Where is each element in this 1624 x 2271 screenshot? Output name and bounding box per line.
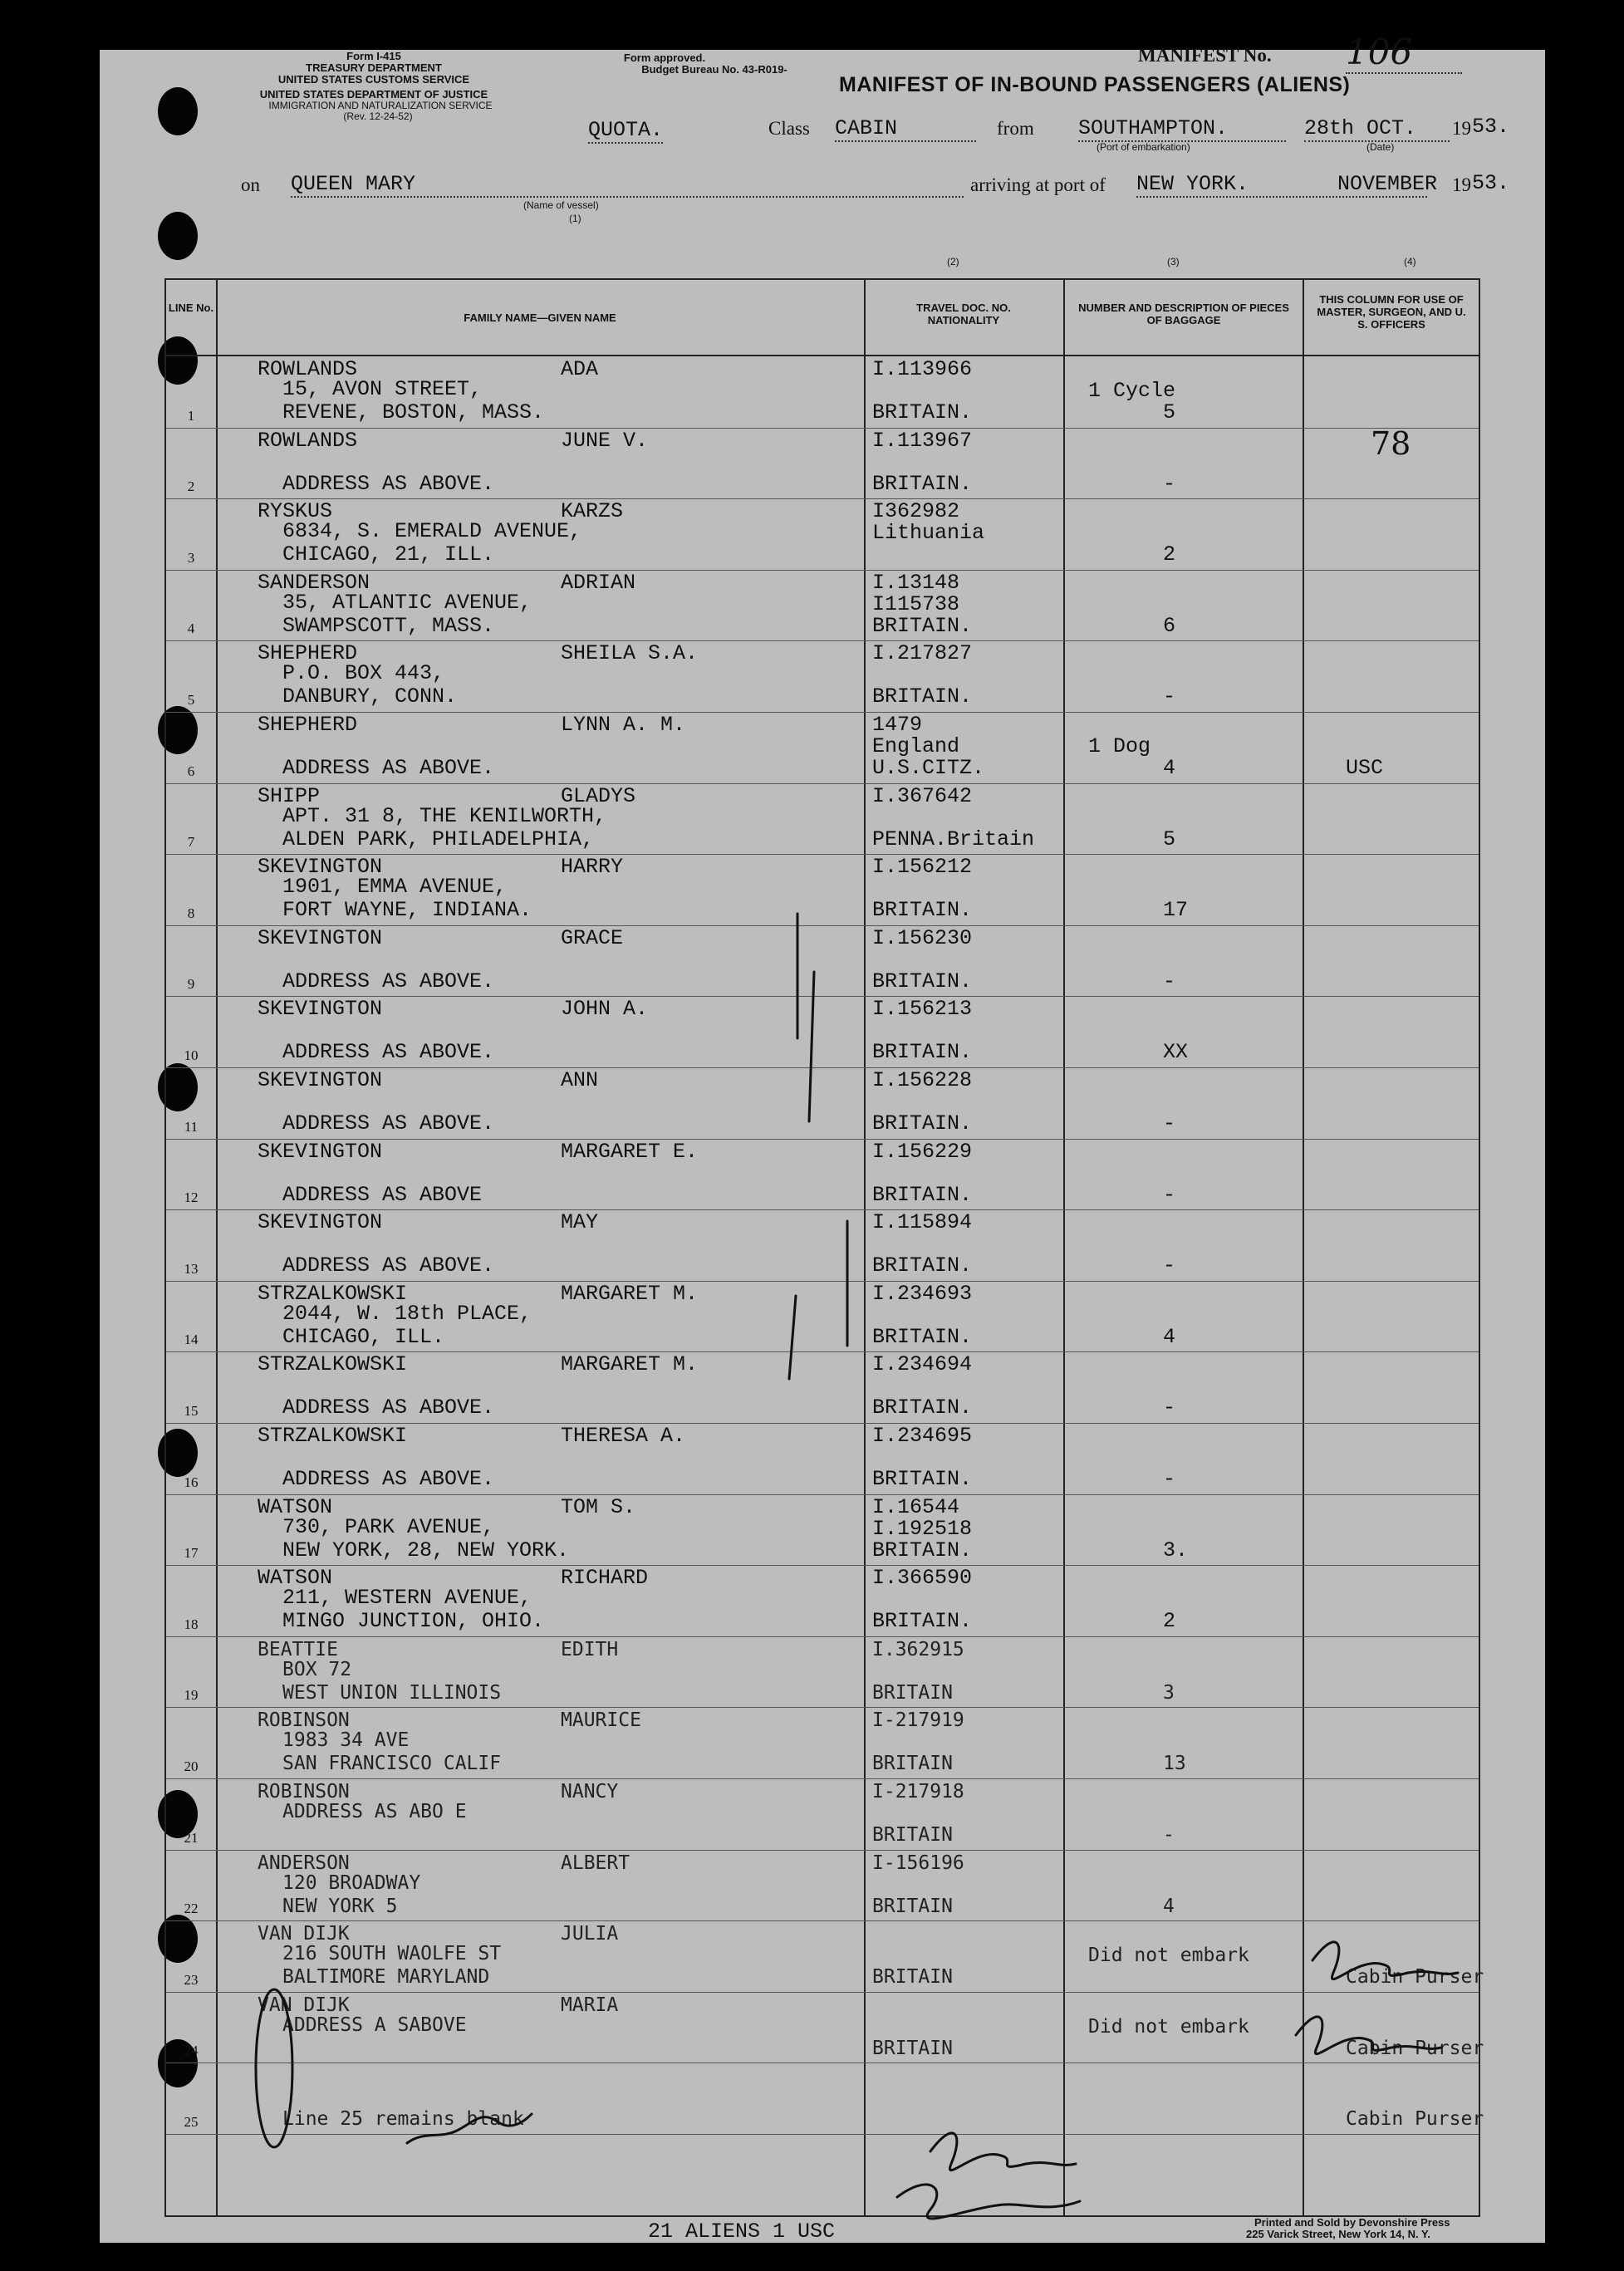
line-number: 5 xyxy=(187,691,195,708)
nationality: BRITAIN. xyxy=(872,1324,973,1349)
given-name: ALBERT xyxy=(561,1852,630,1874)
given-name: TOM S. xyxy=(561,1494,636,1519)
officer-note: Cabin Purser xyxy=(1346,1966,1484,1989)
baggage-count: 3. xyxy=(1163,1538,1189,1562)
table-row xyxy=(166,1067,1479,1140)
nationality: BRITAIN. xyxy=(872,400,973,424)
nationality: BRITAIN. xyxy=(872,1538,973,1562)
travel-doc-no: I.156230 xyxy=(872,925,973,950)
table-row xyxy=(166,498,1479,571)
nationality: BRITAIN xyxy=(872,1753,953,1775)
line-number: 1 xyxy=(187,407,195,424)
manifest-no-value: 106 xyxy=(1346,32,1462,74)
table-row xyxy=(166,1139,1479,1211)
treasury-dept: TREASURY DEPARTMENT xyxy=(306,61,442,74)
nationality: BRITAIN. xyxy=(872,613,973,638)
col-num-2: (2) xyxy=(947,256,959,267)
col-header-name: FAMILY NAME—GIVEN NAME xyxy=(464,311,616,324)
family-name: RYSKUS xyxy=(258,499,333,524)
quota: QUOTA. xyxy=(588,118,664,142)
address-line-2: ADDRESS AS ABOVE. xyxy=(282,1040,495,1065)
travel-doc-no: I.156228 xyxy=(872,1068,973,1092)
address-line-2: ADDRESS AS ABOVE. xyxy=(282,1395,495,1420)
nationality: BRITAIN. xyxy=(872,684,973,709)
nationality: BRITAIN xyxy=(872,2037,953,2059)
line-number: 22 xyxy=(184,1901,199,1917)
family-name: VAN DIJK xyxy=(258,1923,350,1945)
nationality: BRITAIN. xyxy=(872,969,973,993)
col-header-baggage: NUMBER AND DESCRIPTION OF PIECES OF BAGGAGE xyxy=(1078,302,1289,326)
address-line-2: ADDRESS AS ABOVE. xyxy=(282,471,495,496)
address-line-2: ADDRESS AS ABOVE xyxy=(282,1182,483,1207)
table-row xyxy=(166,356,1479,429)
baggage-count: 2 xyxy=(1163,1609,1176,1634)
travel-doc-no: I.156212 xyxy=(872,855,973,880)
nationality: BRITAIN. xyxy=(872,1467,973,1491)
binder-hole xyxy=(158,212,198,260)
given-name: MARGARET M. xyxy=(561,1281,699,1306)
arrival-month: NOVEMBER xyxy=(1337,172,1438,196)
nationality: BRITAIN xyxy=(872,1824,953,1846)
table-row xyxy=(166,1351,1479,1424)
date-caption: (Date) xyxy=(1366,141,1395,153)
line-number: 16 xyxy=(184,1474,199,1490)
line-number: 19 xyxy=(184,1687,199,1704)
arriving-label: arriving at port of xyxy=(970,174,1106,195)
line-number: 3 xyxy=(187,549,195,566)
table-row xyxy=(166,1778,1479,1851)
nationality: BRITAIN. xyxy=(872,1040,973,1065)
baggage-desc: Did not embark xyxy=(1088,1945,1249,1967)
year-prefix: 19 xyxy=(1452,118,1471,139)
given-name: ADRIAN xyxy=(561,570,636,595)
travel-doc-no: I.234695 xyxy=(872,1424,973,1448)
given-name: KARZS xyxy=(561,499,624,524)
nationality: U.S.CITZ. xyxy=(872,756,985,780)
address-line-2: NEW YORK, 28, NEW YORK. xyxy=(282,1538,570,1562)
address-line-1: 1901, EMMA AVENUE, xyxy=(282,875,508,900)
nationality: BRITAIN. xyxy=(872,1182,973,1207)
family-name: WATSON xyxy=(258,1566,333,1591)
table-row xyxy=(166,1920,1484,1993)
line-number: 4 xyxy=(187,620,195,637)
family-name: SANDERSON xyxy=(258,570,370,595)
col-num-1: (1) xyxy=(569,213,581,224)
line-number: 17 xyxy=(184,1545,199,1562)
class-value: CABIN xyxy=(835,116,976,142)
nationality: BRITAIN xyxy=(872,1681,953,1704)
vessel-caption: (Name of vessel) xyxy=(523,199,599,211)
address-line-2: ADDRESS AS ABOVE. xyxy=(282,756,495,780)
family-name: ROBINSON xyxy=(258,1781,350,1803)
given-name: NANCY xyxy=(561,1781,619,1803)
travel-doc-no: I-156196 xyxy=(872,1852,964,1874)
given-name: MARIA xyxy=(561,1994,619,2016)
arrival-port: NEW YORK. xyxy=(1136,172,1427,198)
form-id: Form I-415 xyxy=(346,50,401,62)
address-line-1: 35, ATLANTIC AVENUE, xyxy=(282,590,532,615)
line-number: 21 xyxy=(184,1829,199,1846)
nationality: BRITAIN. xyxy=(872,898,973,923)
given-name: ADA xyxy=(561,357,599,381)
baggage-count: - xyxy=(1163,1824,1175,1846)
family-name: STRZALKOWSKI xyxy=(258,1352,408,1377)
family-name: ROWLANDS xyxy=(258,428,358,453)
address-line-2: Line 25 remains blank xyxy=(282,2108,524,2131)
on-label: on xyxy=(241,174,260,195)
nationality: BRITAIN xyxy=(872,1895,953,1917)
family-name: BEATTIE xyxy=(258,1638,338,1660)
nationality: PENNA.Britain xyxy=(872,826,1035,851)
col-num-4: (4) xyxy=(1404,256,1416,267)
given-name: RICHARD xyxy=(561,1566,649,1591)
given-name: THERESA A. xyxy=(561,1424,686,1448)
table-row xyxy=(166,1281,1479,1353)
nationality: BRITAIN. xyxy=(872,1111,973,1136)
travel-doc-no: I.156229 xyxy=(872,1139,973,1164)
travel-doc-no: I.113967 xyxy=(872,428,973,453)
given-name: GLADYS xyxy=(561,783,636,808)
travel-doc-no: I.156213 xyxy=(872,997,973,1022)
line-number: 10 xyxy=(184,1047,199,1063)
address-line-1: 1983 34 AVE xyxy=(282,1729,410,1752)
officer-annotation-78: 78 xyxy=(1371,425,1411,462)
line-number: 13 xyxy=(184,1260,199,1277)
ins-service: IMMIGRATION AND NATURALIZATION SERVICE xyxy=(268,100,493,111)
table-row xyxy=(166,1707,1479,1779)
manifest-title: MANIFEST OF IN-BOUND PASSENGERS (ALIENS) xyxy=(839,73,1351,96)
baggage-count: 5 xyxy=(1163,826,1176,851)
travel-doc-2: England xyxy=(872,734,960,758)
table-row xyxy=(166,1992,1484,2064)
address-line-2: BALTIMORE MARYLAND xyxy=(282,1966,490,1989)
line-number: 9 xyxy=(187,976,195,993)
from-label: from xyxy=(997,118,1034,139)
baggage-count: 2 xyxy=(1163,542,1176,567)
travel-doc-2: Lithuania xyxy=(872,521,985,546)
family-name: STRZALKOWSKI xyxy=(258,1424,408,1448)
col-header-officers: THIS COLUMN FOR USE OF MASTER, SURGEON, AND U. S. OFFICERS xyxy=(1317,293,1466,331)
baggage-count: - xyxy=(1163,471,1176,496)
family-name: SKEVINGTON xyxy=(258,855,383,880)
given-name: GRACE xyxy=(561,925,624,950)
address-line-2: DANBURY, CONN. xyxy=(282,684,458,709)
baggage-count: - xyxy=(1163,1467,1176,1491)
address-line-2: ADDRESS AS ABOVE. xyxy=(282,1111,495,1136)
baggage-count: - xyxy=(1163,1182,1176,1207)
table-row xyxy=(166,570,1479,642)
travel-doc-no: I.234693 xyxy=(872,1281,973,1306)
passenger-table xyxy=(164,278,1484,2217)
address-line-2: CHICAGO, ILL. xyxy=(282,1324,445,1349)
table-row xyxy=(166,1850,1479,1922)
address-line-1: P.O. BOX 443, xyxy=(282,661,445,686)
address-line-2: MINGO JUNCTION, OHIO. xyxy=(282,1609,545,1634)
year2-value: 53. xyxy=(1472,171,1510,195)
baggage-count: - xyxy=(1163,1111,1176,1136)
address-line-1: ADDRESS A SABOVE xyxy=(282,2013,467,2036)
travel-doc-no: I.366590 xyxy=(872,1566,973,1591)
travel-doc-2: I115738 xyxy=(872,591,960,616)
given-name: EDITH xyxy=(561,1638,619,1660)
table-row xyxy=(166,854,1479,926)
travel-doc-no: I.115894 xyxy=(872,1210,973,1235)
baggage-count: - xyxy=(1163,1253,1176,1278)
line-number: 14 xyxy=(184,1332,199,1348)
address-line-2: FORT WAYNE, INDIANA. xyxy=(282,898,532,923)
line-number: 23 xyxy=(184,1971,199,1988)
baggage-count: 4 xyxy=(1163,1324,1176,1349)
address-line-1: 211, WESTERN AVENUE, xyxy=(282,1586,532,1611)
address-line-2: ADDRESS AS ABOVE. xyxy=(282,1467,495,1491)
travel-doc-2: I.192518 xyxy=(872,1516,973,1541)
address-line-1: 15, AVON STREET, xyxy=(282,377,483,401)
address-line-1: BOX 72 xyxy=(282,1658,352,1680)
travel-doc-no: I362982 xyxy=(872,499,960,524)
officer-note: Cabin Purser xyxy=(1346,2108,1484,2131)
baggage-count: XX xyxy=(1163,1040,1189,1065)
officer-note: USC xyxy=(1346,756,1384,780)
family-name: SKEVINGTON xyxy=(258,925,383,950)
line-number: 18 xyxy=(184,1616,199,1632)
line-number: 6 xyxy=(187,763,195,779)
family-name: ROWLANDS xyxy=(258,357,358,381)
given-name: JUNE V. xyxy=(561,428,649,453)
line-number: 24 xyxy=(184,2043,199,2059)
family-name: SKEVINGTON xyxy=(258,1139,383,1164)
customs-service: UNITED STATES CUSTOMS SERVICE xyxy=(277,73,470,86)
justice-dept: UNITED STATES DEPARTMENT OF JUSTICE xyxy=(259,88,488,101)
line-number: 11 xyxy=(184,1118,199,1135)
line-number: 8 xyxy=(187,905,195,921)
line-number: 20 xyxy=(184,1758,199,1774)
manifest-page xyxy=(100,32,1545,2244)
family-name: SKEVINGTON xyxy=(258,1210,383,1235)
given-name: MAURICE xyxy=(561,1709,641,1732)
travel-doc-no: 1479 xyxy=(872,713,923,737)
given-name: SHEILA S.A. xyxy=(561,641,699,666)
address-line-2: ALDEN PARK, PHILADELPHIA, xyxy=(282,826,595,851)
line-number: 7 xyxy=(187,834,195,851)
travel-doc-no: I.362915 xyxy=(872,1638,964,1660)
travel-doc-no: I.113966 xyxy=(872,357,973,381)
table-row xyxy=(166,925,1479,998)
line-number: 15 xyxy=(184,1402,199,1419)
family-name: ROBINSON xyxy=(258,1709,350,1732)
total-aliens: 21 ALIENS 1 USC xyxy=(648,2219,836,2244)
address-line-2: SAN FRANCISCO CALIF xyxy=(282,1753,502,1775)
family-name: SKEVINGTON xyxy=(258,997,383,1022)
binder-hole xyxy=(158,87,198,135)
address-line-1: 216 SOUTH WAOLFE ST xyxy=(282,1943,502,1965)
address-line-1: 2044, W. 18th PLACE, xyxy=(282,1301,532,1326)
line-number: 25 xyxy=(184,2113,199,2130)
baggage-count: 4 xyxy=(1163,756,1176,780)
given-name: MAY xyxy=(561,1210,599,1235)
address-line-2: SWAMPSCOTT, MASS. xyxy=(282,613,495,638)
given-name: JULIA xyxy=(561,1923,619,1945)
baggage-count: 3 xyxy=(1163,1681,1175,1704)
officer-note: Cabin Purser xyxy=(1346,2037,1484,2059)
line-number: 2 xyxy=(187,478,195,495)
from-value: SOUTHAMPTON. xyxy=(1078,116,1286,142)
year2-prefix: 19 xyxy=(1452,174,1471,195)
printer-line-2: 225 Varick Street, New York 14, N. Y. xyxy=(1246,2228,1430,2240)
address-line-2: ADDRESS AS ABOVE. xyxy=(282,1253,495,1278)
col-num-3: (3) xyxy=(1167,256,1180,267)
baggage-count: 17 xyxy=(1163,898,1189,923)
table-row xyxy=(166,2063,1484,2135)
baggage-count: - xyxy=(1163,684,1176,709)
family-name: SHEPHERD xyxy=(258,713,358,737)
col-header-travel-doc: TRAVEL DOC. NO. NATIONALITY xyxy=(916,302,1011,326)
baggage-count: - xyxy=(1163,969,1176,993)
table-row xyxy=(166,428,1479,500)
line-number: 12 xyxy=(184,1189,199,1206)
address-line-1: ADDRESS AS ABO E xyxy=(282,1801,467,1822)
travel-doc-no: I.13148 xyxy=(872,570,960,595)
col-header-line-no: LINE No. xyxy=(168,302,214,314)
family-name: WATSON xyxy=(258,1494,333,1519)
table-row xyxy=(166,1636,1479,1709)
baggage-count: 6 xyxy=(1163,613,1176,638)
travel-doc-no: I.234694 xyxy=(872,1352,973,1377)
class-label: Class xyxy=(768,118,810,139)
date-value: 28th OCT. xyxy=(1304,116,1450,142)
baggage-count: 13 xyxy=(1163,1753,1186,1775)
travel-doc-no: I.217827 xyxy=(872,641,973,666)
address-line-2: REVENE, BOSTON, MASS. xyxy=(282,400,545,424)
nationality: BRITAIN xyxy=(872,1966,953,1989)
table-row xyxy=(166,1565,1479,1637)
address-line-2: ADDRESS AS ABOVE. xyxy=(282,969,495,993)
travel-doc-no: I.367642 xyxy=(872,783,973,808)
baggage-count: 4 xyxy=(1163,1895,1175,1917)
travel-doc-no: I-217919 xyxy=(872,1709,964,1732)
family-name: VAN DIJK xyxy=(258,1994,350,2016)
baggage-count: 5 xyxy=(1163,400,1176,424)
manifest-no-label: MANIFEST No. xyxy=(1138,45,1272,66)
baggage-desc: 1 Cycle xyxy=(1088,379,1176,403)
address-line-1: 120 BROADWAY xyxy=(282,1871,421,1894)
address-line-2: NEW YORK 5 xyxy=(282,1895,398,1917)
nationality: BRITAIN. xyxy=(872,471,973,496)
nationality: BRITAIN. xyxy=(872,1609,973,1634)
baggage-desc: 1 Dog xyxy=(1088,734,1151,758)
given-name: ANN xyxy=(561,1068,599,1092)
table-row xyxy=(166,1494,1479,1567)
table-row xyxy=(166,712,1479,784)
nationality: BRITAIN. xyxy=(872,1253,973,1278)
table-row xyxy=(166,1423,1479,1495)
address-line-1: APT. 31 8, THE KENILWORTH, xyxy=(282,803,607,828)
travel-doc-no: I-217918 xyxy=(872,1781,964,1803)
family-name: ANDERSON xyxy=(258,1852,350,1874)
table-row xyxy=(166,996,1479,1068)
address-line-2: CHICAGO, 21, ILL. xyxy=(282,542,495,567)
vessel-name: QUEEN MARY xyxy=(291,172,964,198)
port-caption: (Port of embarkation) xyxy=(1097,141,1190,153)
given-name: HARRY xyxy=(561,855,624,880)
family-name: SHIPP xyxy=(258,783,321,808)
address-line-1: 730, PARK AVENUE, xyxy=(282,1514,495,1539)
nationality: BRITAIN. xyxy=(872,1395,973,1420)
revision: (Rev. 12-24-52) xyxy=(343,110,413,122)
given-name: JOHN A. xyxy=(561,997,649,1022)
family-name: STRZALKOWSKI xyxy=(258,1281,408,1306)
address-line-2: WEST UNION ILLINOIS xyxy=(282,1681,502,1704)
form-approved: Form approved. xyxy=(623,52,706,64)
printer-line-1: Printed and Sold by Devonshire Press xyxy=(1254,2216,1450,2229)
given-name: MARGARET E. xyxy=(561,1139,699,1164)
baggage-count: - xyxy=(1163,1395,1176,1420)
family-name: SKEVINGTON xyxy=(258,1068,383,1092)
table-row xyxy=(166,783,1479,856)
family-name: SHEPHERD xyxy=(258,641,358,666)
baggage-desc: Did not embark xyxy=(1088,2015,1249,2038)
budget-bureau: Budget Bureau No. 43-R019- xyxy=(641,63,787,76)
travel-doc-no: I.16544 xyxy=(872,1494,960,1519)
year-value: 53. xyxy=(1472,115,1510,139)
table-row xyxy=(166,1209,1479,1282)
table-row xyxy=(166,640,1479,713)
given-name: MARGARET M. xyxy=(561,1352,699,1377)
given-name: LYNN A. M. xyxy=(561,713,686,737)
address-line-1: 6834, S. EMERALD AVENUE, xyxy=(282,519,582,544)
